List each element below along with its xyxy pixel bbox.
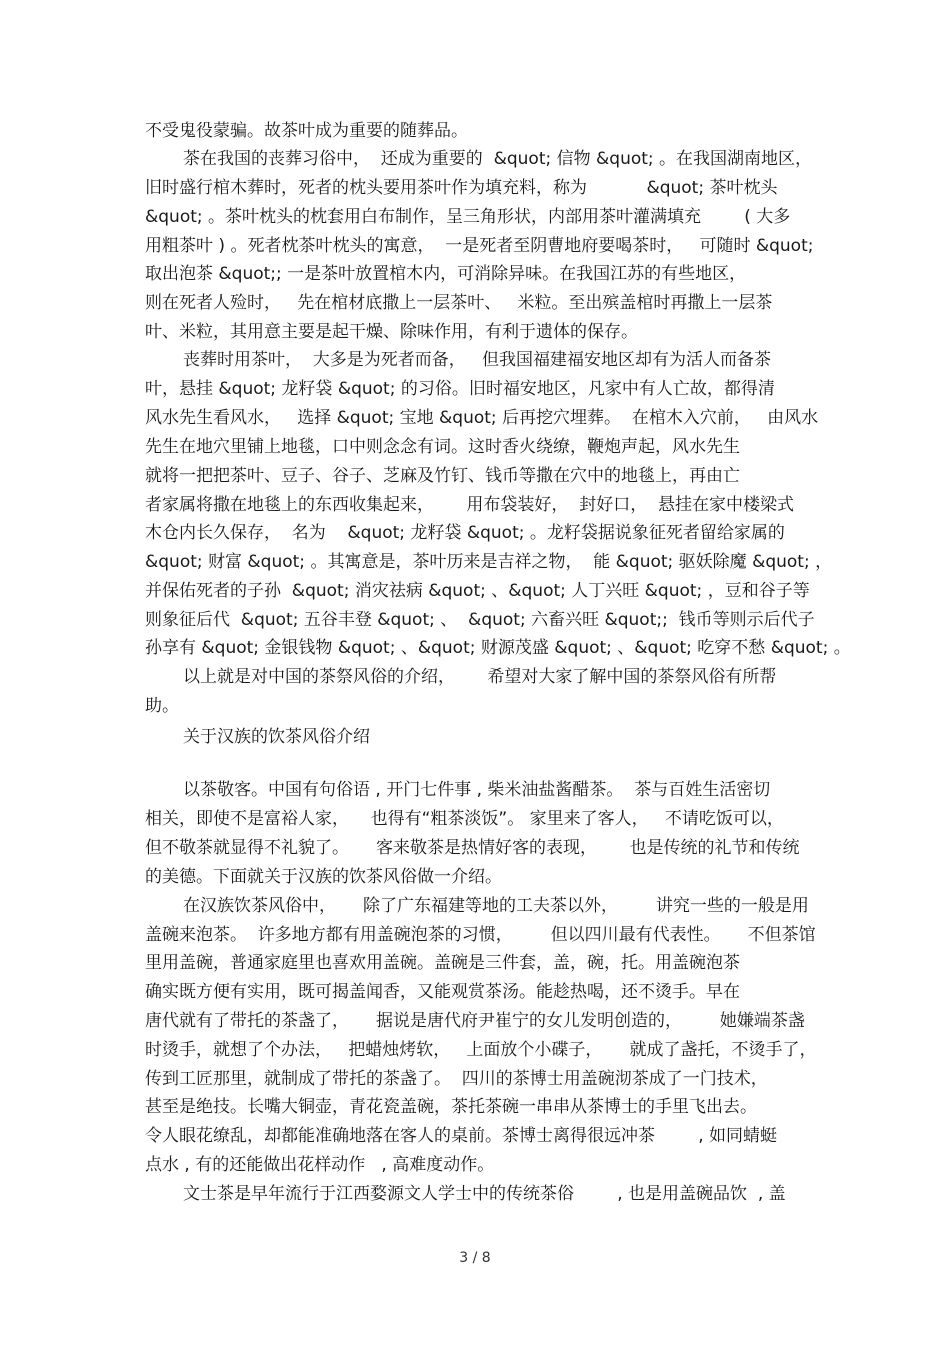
- text-line: 助。: [145, 696, 179, 716]
- text-line: 点水 , 有的还能做出花样动作 , 高难度动作。: [145, 1155, 495, 1175]
- text-line: 在汉族饮茶风俗中， 除了广东福建等地的工夫茶以外， 讲究一些的一般是用: [183, 896, 809, 916]
- text-line: 的美德。下面就关于汉族的饮茶风俗做一介绍。: [145, 867, 502, 887]
- text-line: 确实既方便有实用，既可揭盖闻香，又能观赏茶汤。能趁热喝，还不烫手。早在: [145, 982, 740, 1002]
- text-line: 并保佑死者的子孙 &quot; 消灾祛病 &quot; 、&quot; 人丁兴旺 &quot; ，豆和谷子等: [145, 581, 810, 601]
- text-line: 就将一把把茶叶、豆子、谷子、芝麻及竹钉、钱币等撒在穴中的地毯上，再由亡: [145, 466, 740, 486]
- text-line: 取出泡茶 &quot;; 一是茶叶放置棺木内，可消除异味。在我国江苏的有些地区，: [145, 264, 747, 284]
- text-line: 相关，即使不是富裕人家， 也得有“粗茶淡饭”。 家里来了客人， 不请吃饭可以，: [145, 809, 784, 829]
- text-line: 时烫手，就想了个办法， 把蜡烛烤软， 上面放个小碟子， 就成了盏托，不烫手了，: [145, 1040, 817, 1060]
- text-line: 木仓内长久保存， 名为 &quot; 龙籽袋 &quot; 。龙籽袋据说象征死者留给家属的: [145, 523, 785, 543]
- text-line: 令人眼花缭乱，却都能准确地落在客人的桌前。茶博士离得很远冲茶 , 如同蜻蜓: [145, 1126, 778, 1146]
- text-line: 以茶敬客。中国有句俗语 , 开门七件事 , 柴米油盐酱醋茶。 茶与百姓生活密切: [183, 780, 771, 800]
- text-line: 以上就是对中国的茶祭风俗的介绍， 希望对大家了解中国的茶祭风俗有所帮: [183, 667, 777, 687]
- text-line: 传到工匠那里，就制成了带托的茶盏了。 四川的茶博士用盖碗沏茶成了一门技术，: [145, 1069, 768, 1089]
- text-line: 甚至是绝技。长嘴大铜壶，青花瓷盖碗，茶托茶碗一串串从茶博士的手里飞出去。: [145, 1097, 757, 1117]
- text-line: 孙享有 &quot; 金银钱物 &quot; 、&quot; 财源茂盛 &quot; 、&quot; 吃穿不愁 &quot; 。: [145, 638, 851, 658]
- text-line: 丧葬时用茶叶， 大多是为死者而备， 但我国福建福安地区却有为活人而备茶: [183, 350, 772, 370]
- text-line: 用粗茶叶 ) 。死者枕茶叶枕头的寓意， 一是死者至阴曹地府要喝茶时， 可随时 &quot;: [145, 236, 814, 256]
- text-line: &quot; 财富 &quot; 。其寓意是，茶叶历来是吉祥之物， 能 &quot; 驱妖除魔 &quot; ，: [145, 552, 833, 572]
- text-line: &quot; 。茶叶枕头的枕套用白布制作，呈三角形状，内部用茶叶灌满填充 ( 大多: [145, 207, 791, 227]
- text-line: 但不敬茶就显得不礼貌了。 客来敬茶是热情好客的表现， 也是传统的礼节和传统: [145, 838, 800, 858]
- text-line: 者家属将撒在地毯上的东西收集起来， 用布袋装好， 封好口， 悬挂在家中楼梁式: [145, 495, 795, 515]
- text-line: 里用盖碗，普通家庭里也喜欢用盖碗。盖碗是三件套，盖，碗，托。用盖碗泡茶: [145, 953, 740, 973]
- text-line: 旧时盛行棺木葬时，死者的枕头要用茶叶作为填充料，称为 &quot; 茶叶枕头: [145, 178, 778, 198]
- text-line: 唐代就有了带托的茶盏了， 据说是唐代府尹崔宁的女儿发明创造的， 她嫌端茶盏: [145, 1011, 805, 1031]
- text-line: 茶在我国的丧葬习俗中， 还成为重要的 &quot; 信物 &quot; 。在我国湖南地区，: [183, 149, 813, 169]
- section-heading: 关于汉族的饮茶风俗介绍: [183, 727, 370, 747]
- text-line: 叶，悬挂 &quot; 龙籽袋 &quot; 的习俗。旧时福安地区，凡家中有人亡故，都得清: [145, 379, 775, 399]
- text-line: 风水先生看风水， 选择 &quot; 宝地 &quot; 后再挖穴埋葬。 在棺木入穴前， 由风水: [145, 408, 819, 428]
- text-line: 不受鬼役蒙骗。故茶叶成为重要的随葬品。: [145, 121, 468, 141]
- page-number: 3 / 8: [459, 1250, 491, 1266]
- text-line: 先生在地穴里铺上地毯，口中则念念有词。这时香火绕缭，鞭炮声起，风水先生: [145, 437, 740, 457]
- text-line: 文士茶是早年流行于江西婺源文人学士中的传统茶俗 , 也是用盖碗品饮 , 盖: [183, 1184, 786, 1204]
- text-line: 叶、米粒，其用意主要是起干燥、除味作用，有利于遗体的保存。: [145, 322, 638, 342]
- text-line: 则在死者人殓时， 先在棺材底撒上一层茶叶、 米粒。至出殡盖棺时再撒上一层茶: [145, 293, 773, 313]
- text-line: 则象征后代 &quot; 五谷丰登 &quot; 、 &quot; 六畜兴旺 &quot;; 钱币等则示后代子: [145, 610, 815, 630]
- text-line: 盖碗来泡茶。 许多地方都有用盖碗泡茶的习惯， 但以四川最有代表性。 不但茶馆: [145, 925, 816, 945]
